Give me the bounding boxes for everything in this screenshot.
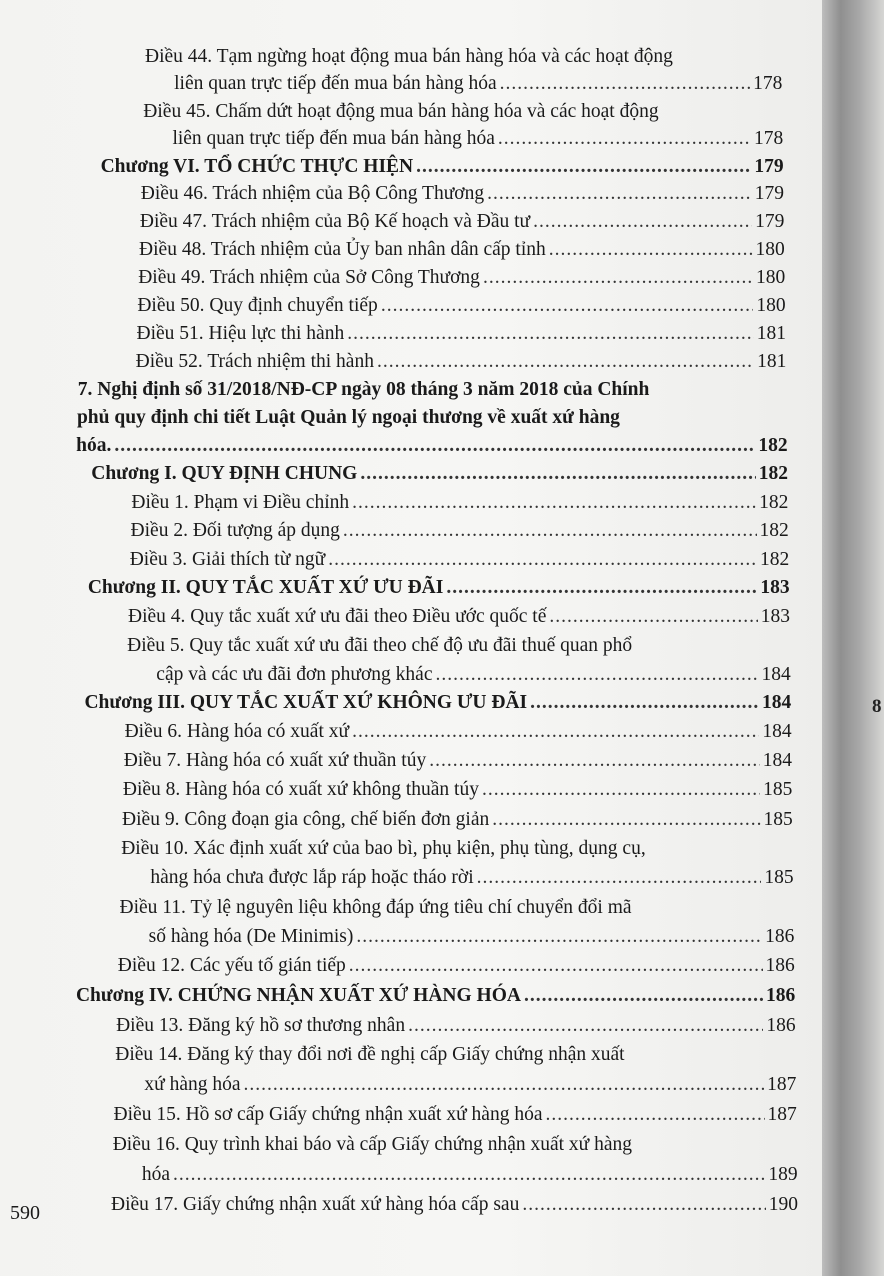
toc-page-number: 185 — [763, 779, 793, 801]
leader-dots — [343, 520, 757, 542]
toc-entry-title: Chương VI. TỔ CHỨC THỰC HIỆN — [100, 155, 414, 177]
leader-dots — [498, 128, 751, 150]
toc-entry-title: Điều 10. Xác định xuất xứ của bao bì, phụ kiện, phụ tùng, dụng cụ, — [121, 837, 646, 859]
toc-entry — [84, 692, 791, 720]
toc-page-number: 180 — [756, 294, 786, 316]
leader-dots — [436, 664, 759, 686]
toc-entry — [78, 379, 650, 407]
leader-dots — [352, 721, 759, 743]
toc-entry — [137, 323, 787, 351]
toc-page-number: 186 — [765, 925, 795, 947]
toc-entry-title: Điều 13. Đăng ký hồ sơ thương nhân — [116, 1014, 406, 1036]
leader-dots — [408, 1015, 763, 1037]
page-number: 590 — [10, 1202, 40, 1224]
toc-entry-title: Điều 51. Hiệu lực thi hành — [136, 322, 345, 344]
toc-entry — [128, 606, 790, 634]
toc-entry — [91, 463, 788, 491]
toc-page-number: 182 — [758, 435, 788, 457]
toc-entry-title: Điều 1. Phạm vi Điều chỉnh — [131, 491, 350, 513]
toc-page-number: 178 — [753, 128, 784, 150]
toc-entry-title: Điều 4. Quy tắc xuất xứ ưu đãi theo Điều ước quốc tế — [128, 606, 547, 627]
toc-entry — [122, 809, 793, 837]
toc-entry — [145, 46, 673, 74]
toc-entry-title: số hàng hóa (De Minimis) — [148, 925, 354, 947]
toc-entry — [76, 985, 795, 1013]
leader-dots — [360, 463, 755, 485]
toc-entry — [123, 779, 793, 807]
toc-entry-title: Điều 3. Giải thích từ ngữ — [129, 548, 326, 570]
leader-dots — [530, 692, 759, 714]
toc-page-number: 185 — [763, 808, 793, 830]
toc-page-number: 183 — [760, 577, 790, 599]
toc-page-number: 180 — [755, 238, 785, 260]
toc-entry-title: Điều 9. Công đoạn gia công, chế biến đơn giản — [122, 808, 490, 830]
toc-entry-continuation — [77, 407, 620, 435]
facing-page-fragment: 8 — [872, 696, 882, 717]
toc-entry-title: Điều 44. Tạm ngừng hoạt động mua bán hàng hóa và các hoạt động — [145, 46, 673, 67]
toc-entry-title: Chương IV. CHỨNG NHẬN XUẤT XỨ HÀNG HÓA — [75, 985, 521, 1006]
toc-entry — [125, 721, 792, 749]
toc-page-number: 182 — [759, 520, 789, 542]
toc-entry — [143, 101, 658, 129]
toc-page-number: 178 — [753, 73, 783, 95]
toc-entry-title: Chương I. QUY ĐỊNH CHUNG — [91, 463, 358, 485]
toc-entry — [121, 838, 646, 866]
toc-entry-continuation — [149, 926, 795, 954]
leader-dots — [522, 1194, 765, 1216]
toc-entry-title: Điều 5. Quy tắc xuất xứ ưu đãi theo chế độ ưu đãi thuế quan phổ — [127, 634, 633, 656]
leader-dots — [446, 577, 757, 599]
toc-page-number: 187 — [767, 1074, 797, 1096]
leader-dots — [549, 239, 753, 261]
toc-entry-title: Điều 48. Trách nhiệm của Ủy ban nhân dân cấp tỉnh — [139, 238, 546, 260]
toc-page-number: 179 — [754, 183, 784, 205]
toc-entry-title: hàng hóa chưa được lắp ráp hoặc tháo rời — [150, 867, 474, 889]
toc-entry — [116, 1015, 796, 1043]
leader-dots — [483, 267, 753, 289]
toc-entry-title: Điều 14. Đăng ký thay đổi nơi đề nghị cấp Giấy chứng nhận xuất — [115, 1044, 625, 1066]
leader-dots — [347, 323, 754, 345]
toc-entry-continuation — [172, 128, 783, 156]
toc-page-number: 187 — [767, 1104, 797, 1125]
toc-entry — [138, 267, 785, 295]
toc-entry — [101, 156, 784, 184]
toc-entry-title: hóa. — [76, 435, 112, 457]
toc-entry-title: Điều 49. Trách nhiệm của Sở Công Thương — [138, 266, 480, 288]
toc-page-number: 179 — [754, 155, 784, 177]
toc-entry-title: liên quan trực tiếp đến mua bán hàng hóa — [174, 73, 497, 95]
leader-dots — [416, 156, 751, 178]
toc-entry — [120, 897, 632, 925]
toc-page-number: 189 — [768, 1163, 798, 1185]
toc-entry — [124, 750, 792, 778]
toc-entry-title: Điều 12. Các yếu tố gián tiếp — [117, 955, 346, 977]
leader-dots — [492, 809, 760, 831]
leader-dots — [381, 295, 754, 317]
toc-entry — [140, 211, 785, 239]
toc-page-number: 181 — [756, 322, 786, 344]
toc-page-number: 186 — [765, 985, 796, 1006]
toc-entry — [88, 577, 790, 605]
leader-dots — [349, 955, 763, 977]
toc-entry — [131, 520, 789, 548]
leader-dots — [328, 549, 757, 571]
toc-entry-title: Điều 17. Giấy chứng nhận xuất xứ hàng hóa cấp sau — [111, 1194, 520, 1215]
toc-entry — [139, 239, 785, 267]
toc-entry-title: xứ hàng hóa — [144, 1074, 241, 1096]
toc-entry-title: Chương II. QUY TẮC XUẤT XỨ ƯU ĐÃI — [87, 577, 444, 599]
toc-entry-title: Điều 7. Hàng hóa có xuất xứ thuần túy — [123, 750, 427, 772]
toc-page-number: 181 — [757, 350, 787, 372]
toc-entry — [127, 635, 632, 663]
leader-dots — [524, 985, 763, 1007]
leader-dots — [356, 926, 762, 948]
toc-page-number: 184 — [761, 663, 791, 685]
toc-page-number: 190 — [768, 1194, 798, 1215]
toc-entry-title: Điều 46. Trách nhiệm của Bộ Công Thương — [140, 183, 485, 205]
toc-page-number: 186 — [765, 955, 795, 977]
toc-entry — [111, 1194, 798, 1222]
toc-page-number: 182 — [759, 548, 790, 570]
toc-entry-title: Điều 50. Quy định chuyển tiếp — [137, 294, 378, 316]
toc-entry-continuation — [142, 1164, 798, 1192]
toc-page-number: 182 — [759, 491, 789, 513]
leader-dots — [482, 779, 760, 801]
toc-page-number: 185 — [764, 867, 794, 889]
leader-dots — [244, 1074, 765, 1096]
toc-page-number: 184 — [762, 721, 792, 743]
toc-page-number: 184 — [761, 692, 792, 714]
toc-entry-title: Điều 47. Trách nhiệm của Bộ Kế hoạch và Đầu tư — [139, 211, 531, 233]
toc-entry-title: Điều 16. Quy trình khai báo và cấp Giấy chứng nhận xuất xứ hàng — [112, 1133, 633, 1155]
toc-entry-title: Điều 52. Trách nhiệm thi hành — [135, 350, 374, 372]
toc-page-number: 184 — [762, 750, 792, 772]
toc-entry — [141, 183, 784, 211]
leader-dots — [173, 1164, 765, 1186]
leader-dots — [500, 73, 751, 95]
toc-page-number: 186 — [766, 1014, 796, 1036]
toc-page-number: 183 — [760, 606, 790, 627]
toc-entry-title: phủ quy định chi tiết Luật Quản lý ngoại thương về xuất xứ hàng — [76, 406, 620, 428]
leader-dots — [477, 867, 762, 889]
toc-entry-title: 7. Nghị định số 31/2018/NĐ-CP ngày 08 tháng 3 năm 2018 của Chính — [77, 378, 650, 400]
toc-entry — [113, 1134, 632, 1162]
toc-entry-continuation — [144, 1074, 796, 1102]
toc-entry-title: Điều 2. Đối tượng áp dụng — [130, 520, 340, 542]
leader-dots — [352, 492, 756, 514]
leader-dots — [545, 1104, 764, 1126]
toc-entry-title: Điều 6. Hàng hóa có xuất xứ — [124, 721, 350, 743]
toc-entry — [131, 492, 788, 520]
leader-dots — [549, 606, 757, 628]
toc-entry-title: liên quan trực tiếp đến mua bán hàng hóa — [172, 128, 495, 150]
toc-entry-title: Điều 15. Hồ sơ cấp Giấy chứng nhận xuất xứ hàng hóa — [113, 1104, 543, 1125]
toc-entry — [137, 295, 785, 323]
toc-entry-title: hóa — [141, 1163, 170, 1185]
leader-dots — [429, 750, 760, 772]
toc-entry-title: cập và các ưu đãi đơn phương khác — [156, 663, 433, 685]
toc-entry-continuation — [150, 867, 793, 895]
toc-entry-continuation — [156, 664, 791, 692]
toc-entry — [115, 1044, 624, 1072]
toc-page-number: 180 — [755, 266, 786, 288]
toc-entry-title: Điều 11. Tỷ lệ nguyên liệu không đáp ứng tiêu chí chuyển đổi mã — [119, 896, 632, 918]
toc-entry — [130, 549, 790, 577]
toc-entry — [114, 1104, 797, 1132]
leader-dots — [377, 351, 754, 373]
toc-entry-continuation — [174, 73, 782, 101]
toc-page-number: 179 — [755, 211, 785, 233]
toc-page-number: 182 — [758, 463, 788, 485]
book-page-edge — [822, 0, 884, 1276]
leader-dots — [533, 211, 752, 233]
leader-dots — [114, 435, 755, 457]
toc-entry — [136, 351, 787, 379]
leader-dots — [487, 183, 752, 205]
toc-entry-title: Điều 45. Chấm dứt hoạt động mua bán hàng hóa và các hoạt động — [143, 100, 659, 122]
toc-entry-title: Điều 8. Hàng hóa có xuất xứ không thuần túy — [122, 779, 479, 801]
toc-entry-continuation — [76, 435, 788, 463]
toc-entry-title: Chương III. QUY TẮC XUẤT XỨ KHÔNG ƯU ĐÃI — [84, 692, 528, 714]
toc-entry — [118, 955, 795, 983]
